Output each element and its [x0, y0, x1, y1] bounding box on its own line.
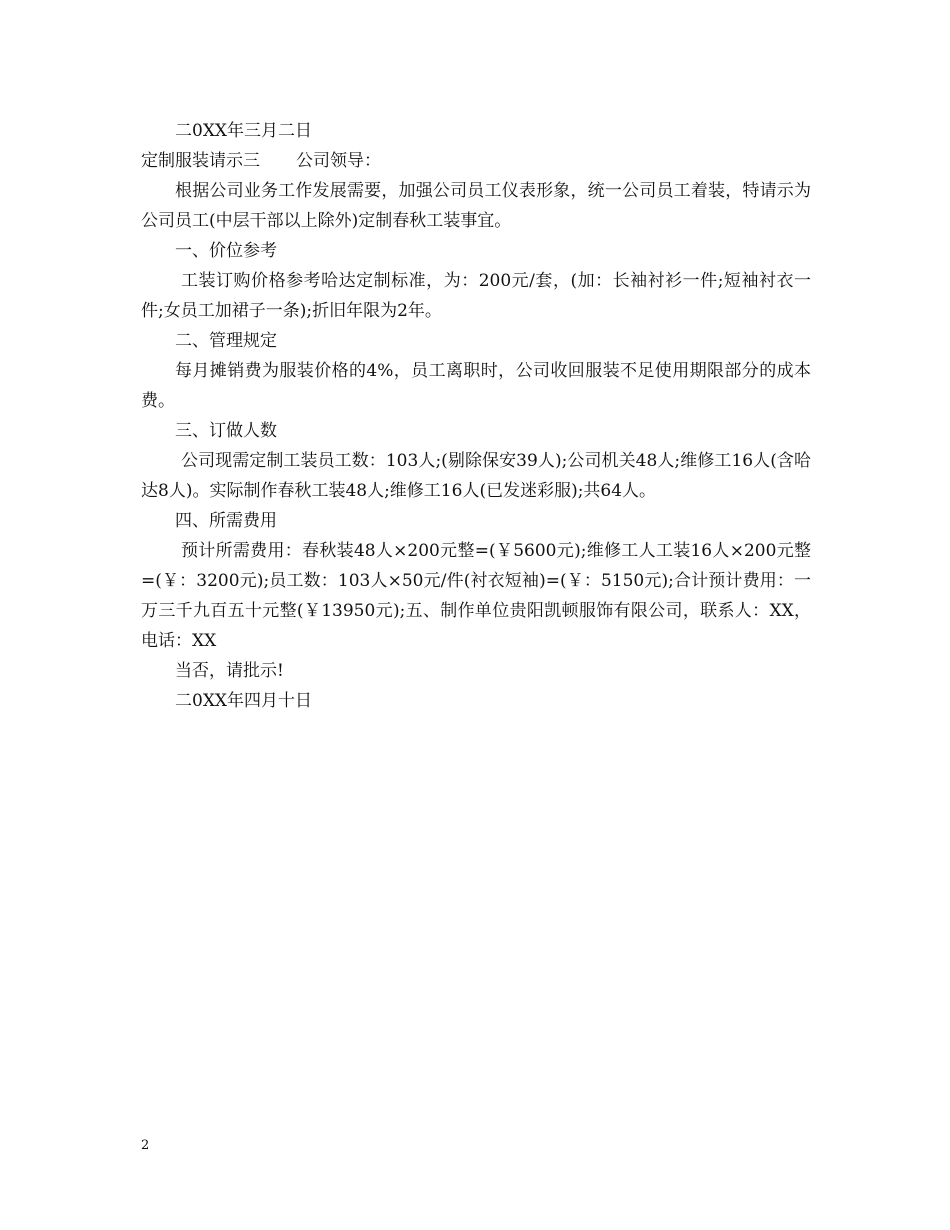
page-number: 2: [141, 1138, 150, 1153]
section2-heading: 二、管理规定: [175, 331, 277, 351]
date-top: 二0XX年三月二日: [175, 121, 313, 141]
section2-body: 每月摊销费为服装价格的4%，员工离职时，公司收回服装不足使用期限部分的成本费。: [141, 361, 811, 411]
document-title: 定制服装请示三: [141, 151, 260, 171]
date-bottom: 二0XX年四月十日: [175, 691, 313, 711]
title-line: [141, 146, 811, 176]
section4-body: 预计所需费用：春秋装48人×200元整=(￥5600元);维修工人工装16人×200元整=(￥：3200元);员工数：103人×50元/件(衬衣短袖)=(￥：5150元);合计预计费用：一万三千九百五十元整(￥13950元);五、制作单位贵阳凯顿服饰有限公司，联系人：XX，电话：XX: [141, 541, 811, 651]
section1-heading: 一、价位参考: [175, 241, 277, 261]
section1-body: 工装订购价格参考哈达定制标准，为：200元/套，(加：长袖衬衫一件;短袖衬衣一件;女员工加裙子一条);折旧年限为2年。: [141, 271, 811, 321]
section4-heading: 四、所需费用: [175, 511, 277, 531]
document-body: [141, 116, 811, 716]
section3-heading: 三、订做人数: [175, 421, 277, 441]
intro-paragraph: 根据公司业务工作发展需要，加强公司员工仪表形象，统一公司员工着装，特请示为公司员工(中层干部以上除外)定制春秋工装事宜。: [141, 181, 811, 231]
salutation: 公司领导：: [296, 151, 381, 171]
closing-line: 当否，请批示!: [175, 661, 284, 681]
section3-body: 公司现需定制工装员工数：103人;(剔除保安39人);公司机关48人;维修工16人(含哈达8人)。实际制作春秋工装48人;维修工16人(已发迷彩服);共64人。: [141, 451, 811, 501]
